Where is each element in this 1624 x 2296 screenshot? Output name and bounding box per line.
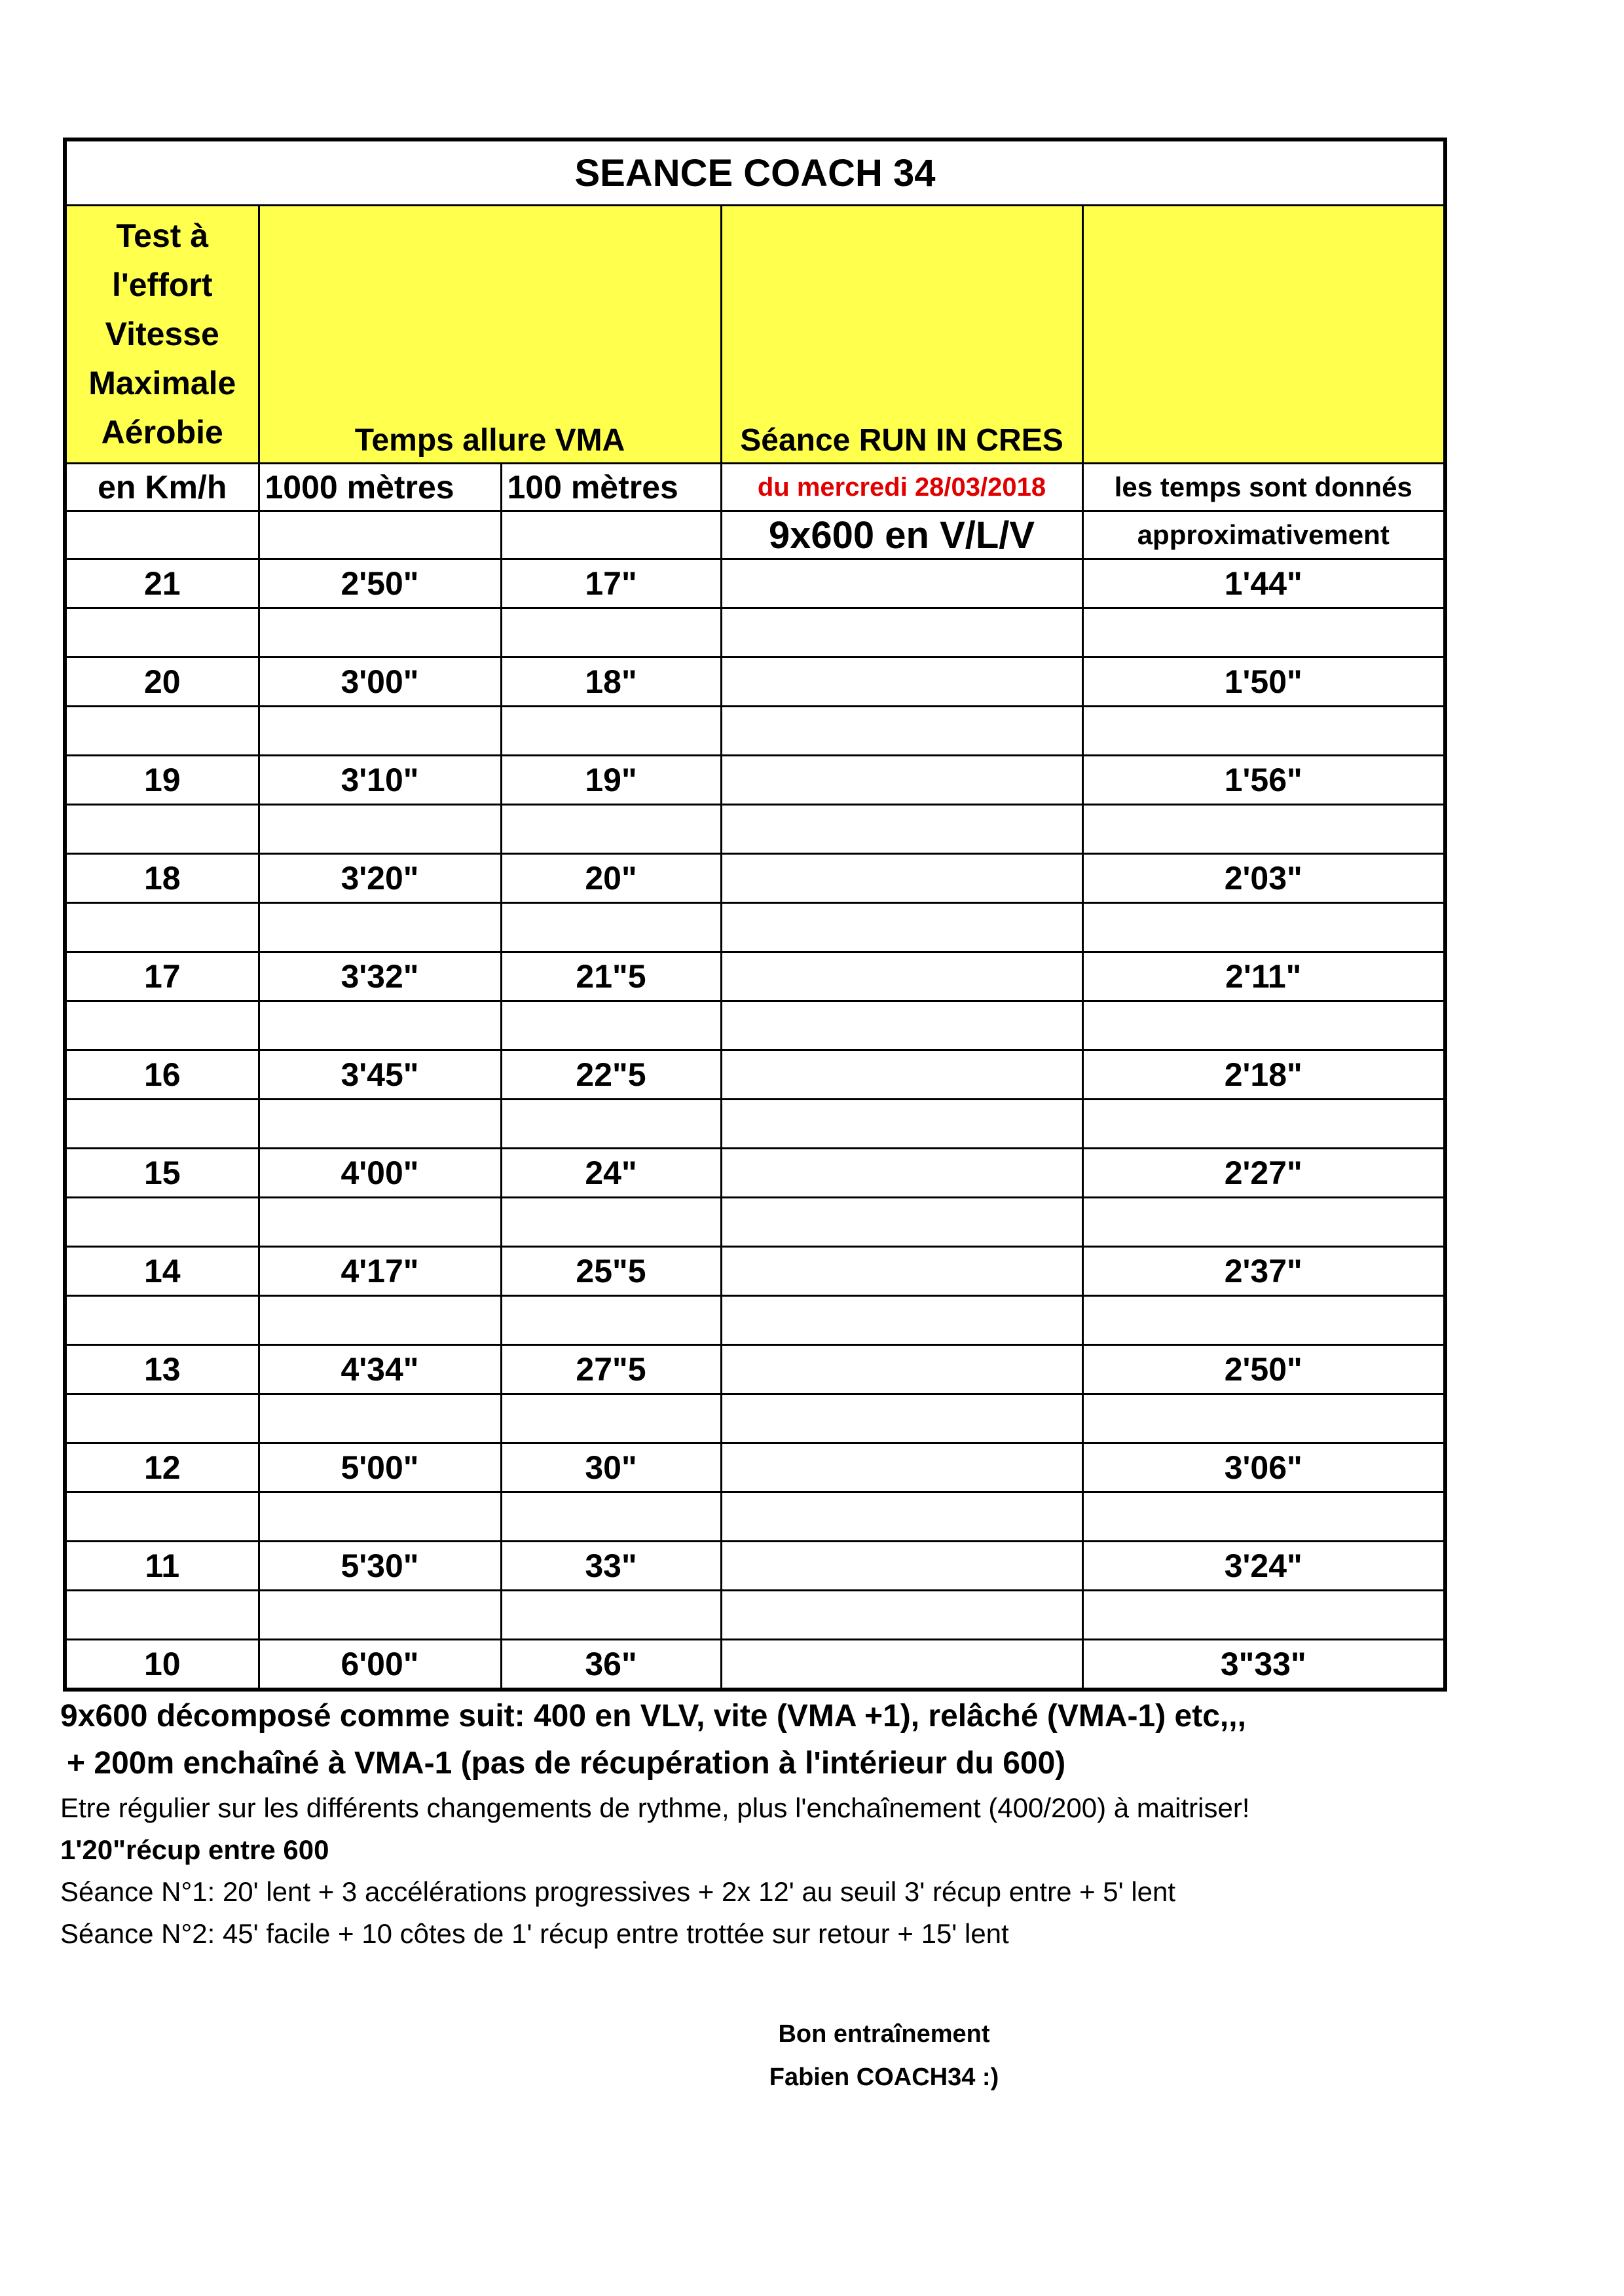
empty-cell [65, 1198, 259, 1247]
time-600m-cell: 3'24" [1082, 1542, 1445, 1591]
time-100m-cell: 22"5 [501, 1050, 721, 1100]
empty-cell [1082, 1001, 1445, 1050]
empty-cell [721, 1394, 1082, 1443]
time-600m-cell: 1'44" [1082, 559, 1445, 608]
time-100m-cell: 24" [501, 1149, 721, 1198]
empty-cell [1082, 1198, 1445, 1247]
vma-test-label [65, 206, 259, 464]
time-1000m-cell: 5'30" [259, 1542, 501, 1591]
spacer-row [65, 1001, 1445, 1050]
empty-cell [1082, 707, 1445, 756]
yellow-header-row [65, 206, 1445, 464]
time-100m-cell: 25"5 [501, 1247, 721, 1296]
spacer-row [65, 1394, 1445, 1443]
spacer-row [65, 1198, 1445, 1247]
distance-100-label: 100 mètres [501, 464, 721, 511]
table-row [65, 1247, 1445, 1296]
empty-cell [259, 1394, 501, 1443]
session-empty-cell [721, 1247, 1082, 1296]
empty-cell [259, 1591, 501, 1640]
spacer-row [65, 707, 1445, 756]
spacer-row [65, 1492, 1445, 1542]
speed-cell: 18 [65, 854, 259, 903]
empty-cell [65, 608, 259, 657]
table-row [65, 1542, 1445, 1591]
time-600m-cell: 2'27" [1082, 1149, 1445, 1198]
speed-cell: 17 [65, 952, 259, 1001]
time-100m-cell: 27"5 [501, 1345, 721, 1394]
speed-cell: 16 [65, 1050, 259, 1100]
notes-header-empty [1082, 206, 1445, 464]
empty-cell [259, 707, 501, 756]
sub-header-row [65, 464, 1445, 511]
empty-cell [1082, 1591, 1445, 1640]
empty-cell [501, 511, 721, 559]
time-600m-cell: 3'06" [1082, 1443, 1445, 1492]
table-row [65, 854, 1445, 903]
empty-cell [721, 805, 1082, 854]
spacer-row [65, 608, 1445, 657]
empty-cell [1082, 903, 1445, 952]
spacer-row [65, 805, 1445, 854]
time-1000m-cell: 3'10" [259, 756, 501, 805]
times-approx-note-line-1: les temps sont donnés [1082, 464, 1445, 511]
empty-cell [65, 1001, 259, 1050]
table-row [65, 1443, 1445, 1492]
vma-pace-header: Temps allure VMA [259, 206, 721, 464]
session-empty-cell [721, 559, 1082, 608]
session-empty-cell [721, 1640, 1082, 1690]
empty-cell [501, 1198, 721, 1247]
empty-cell [65, 1296, 259, 1345]
empty-cell [65, 1100, 259, 1149]
sub-header-row-2 [65, 511, 1445, 559]
note-line-6: Séance N°2: 45' facile + 10 côtes de 1' récup entre trottée sur retour + 15' lent [60, 1918, 1009, 1949]
table-row [65, 1050, 1445, 1100]
time-600m-cell: 3"33" [1082, 1640, 1445, 1690]
time-1000m-cell: 3'45" [259, 1050, 501, 1100]
spacer-row [65, 1591, 1445, 1640]
time-100m-cell: 36" [501, 1640, 721, 1690]
speed-cell: 12 [65, 1443, 259, 1492]
time-600m-cell: 2'50" [1082, 1345, 1445, 1394]
time-600m-cell: 2'03" [1082, 854, 1445, 903]
time-1000m-cell: 4'34" [259, 1345, 501, 1394]
time-600m-cell: 2'11" [1082, 952, 1445, 1001]
time-1000m-cell: 6'00" [259, 1640, 501, 1690]
empty-cell [501, 1001, 721, 1050]
empty-cell [65, 1591, 259, 1640]
time-100m-cell: 21"5 [501, 952, 721, 1001]
table-row [65, 756, 1445, 805]
empty-cell [259, 1296, 501, 1345]
time-1000m-cell: 5'00" [259, 1443, 501, 1492]
session-empty-cell [721, 657, 1082, 707]
empty-cell [1082, 805, 1445, 854]
empty-cell [259, 903, 501, 952]
time-100m-cell: 18" [501, 657, 721, 707]
vma-test-label-line-4: Maximale [88, 365, 236, 401]
table-body [65, 139, 1445, 1690]
note-line-2: + 200m enchaîné à VMA-1 (pas de récupération à l'intérieur du 600) [67, 1746, 1066, 1781]
empty-cell [65, 805, 259, 854]
time-600m-cell: 1'56" [1082, 756, 1445, 805]
empty-cell [501, 1394, 721, 1443]
vma-test-label-line-3: Vitesse [105, 316, 219, 352]
spacer-row [65, 903, 1445, 952]
session-empty-cell [721, 1050, 1082, 1100]
empty-cell [259, 511, 501, 559]
session-workout: 9x600 en V/L/V [721, 511, 1082, 559]
empty-cell [721, 608, 1082, 657]
empty-cell [65, 707, 259, 756]
times-approx-note-line-2: approximativement [1082, 511, 1445, 559]
time-600m-cell: 1'50" [1082, 657, 1445, 707]
time-600m-cell: 2'37" [1082, 1247, 1445, 1296]
empty-cell [259, 1001, 501, 1050]
spacer-row [65, 1296, 1445, 1345]
empty-cell [501, 1591, 721, 1640]
session-empty-cell [721, 952, 1082, 1001]
note-line-3: Etre régulier sur les différents changements de rythme, plus l'enchaînement (400/200) à maitriser! [60, 1792, 1250, 1823]
empty-cell [259, 1198, 501, 1247]
empty-cell [501, 1492, 721, 1542]
empty-cell [501, 903, 721, 952]
empty-cell [1082, 1492, 1445, 1542]
session-empty-cell [721, 1345, 1082, 1394]
empty-cell [501, 1100, 721, 1149]
distance-1000-label: 1000 mètres [259, 464, 501, 511]
time-1000m-cell: 3'32" [259, 952, 501, 1001]
vma-test-label-line-2: l'effort [111, 267, 213, 303]
signature-author: Fabien COACH34 :) [769, 2064, 999, 2091]
table-row [65, 1640, 1445, 1690]
empty-cell [721, 1001, 1082, 1050]
empty-cell [1082, 608, 1445, 657]
table-row [65, 1345, 1445, 1394]
time-1000m-cell: 4'17" [259, 1247, 501, 1296]
empty-cell [65, 1394, 259, 1443]
time-100m-cell: 20" [501, 854, 721, 903]
speed-cell: 10 [65, 1640, 259, 1690]
table-row [65, 657, 1445, 707]
empty-cell [65, 1492, 259, 1542]
note-line-4: 1'20"récup entre 600 [60, 1834, 329, 1865]
empty-cell [1082, 1394, 1445, 1443]
empty-cell [721, 903, 1082, 952]
empty-cell [721, 1296, 1082, 1345]
table-row [65, 559, 1445, 608]
note-line-1: 9x600 décomposé comme suit: 400 en VLV, vite (VMA +1), relâché (VMA-1) etc,,, [60, 1699, 1246, 1733]
empty-cell [721, 1198, 1082, 1247]
session-empty-cell [721, 854, 1082, 903]
time-100m-cell: 17" [501, 559, 721, 608]
speed-unit-label: en Km/h [65, 464, 259, 511]
training-table [63, 138, 1447, 1692]
empty-cell [1082, 1100, 1445, 1149]
time-100m-cell: 19" [501, 756, 721, 805]
time-1000m-cell: 3'20" [259, 854, 501, 903]
speed-cell: 15 [65, 1149, 259, 1198]
session-empty-cell [721, 756, 1082, 805]
empty-cell [721, 707, 1082, 756]
empty-cell [501, 608, 721, 657]
speed-cell: 21 [65, 559, 259, 608]
empty-cell [501, 1296, 721, 1345]
empty-cell [721, 1591, 1082, 1640]
spacer-row [65, 1100, 1445, 1149]
table-title: SEANCE COACH 34 [65, 139, 1445, 206]
table-row [65, 952, 1445, 1001]
empty-cell [721, 1100, 1082, 1149]
note-line-5: Séance N°1: 20' lent + 3 accélérations progressives + 2x 12' au seuil 3' récup entre + 5' lent [60, 1876, 1176, 1907]
empty-cell [259, 1492, 501, 1542]
empty-cell [259, 608, 501, 657]
empty-cell [501, 805, 721, 854]
time-100m-cell: 33" [501, 1542, 721, 1591]
empty-cell [1082, 1296, 1445, 1345]
time-1000m-cell: 3'00" [259, 657, 501, 707]
session-date: du mercredi 28/03/2018 [721, 464, 1082, 511]
empty-cell [259, 1100, 501, 1149]
session-empty-cell [721, 1542, 1082, 1591]
session-empty-cell [721, 1149, 1082, 1198]
session-header: Séance RUN IN CRES [721, 206, 1082, 464]
empty-cell [65, 903, 259, 952]
empty-cell [501, 707, 721, 756]
speed-cell: 13 [65, 1345, 259, 1394]
time-1000m-cell: 2'50" [259, 559, 501, 608]
empty-cell [721, 1492, 1082, 1542]
time-600m-cell: 2'18" [1082, 1050, 1445, 1100]
signature-greeting: Bon entraînement [778, 2020, 990, 2048]
session-notes [60, 1693, 1468, 1955]
vma-test-label-line-5: Aérobie [101, 414, 223, 451]
speed-cell: 14 [65, 1247, 259, 1296]
vma-test-label-line-1: Test à [116, 217, 209, 254]
time-100m-cell: 30" [501, 1443, 721, 1492]
speed-cell: 11 [65, 1542, 259, 1591]
speed-cell: 19 [65, 756, 259, 805]
empty-cell [65, 511, 259, 559]
signature [655, 2012, 1113, 2099]
title-row [65, 139, 1445, 206]
speed-cell: 20 [65, 657, 259, 707]
empty-cell [259, 805, 501, 854]
table-row [65, 1149, 1445, 1198]
time-1000m-cell: 4'00" [259, 1149, 501, 1198]
session-empty-cell [721, 1443, 1082, 1492]
